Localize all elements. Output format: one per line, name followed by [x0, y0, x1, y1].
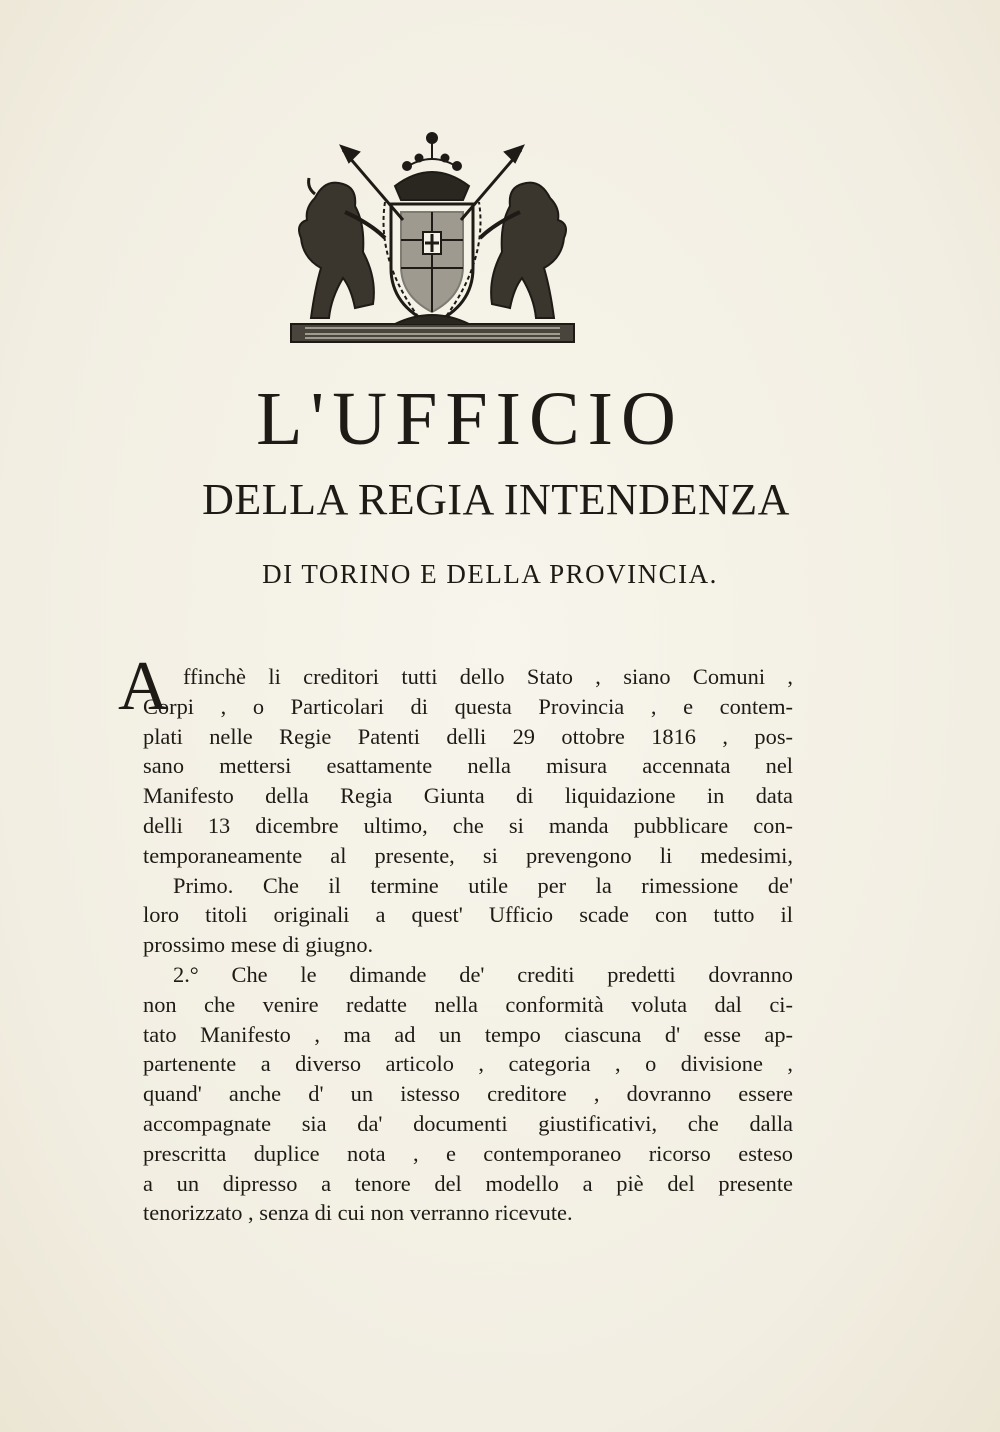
- body-line: Manifesto della Regia Giunta di liquidazione in data: [143, 783, 793, 809]
- body-line: quand' anche d' un istesso creditore , dovranno essere: [143, 1081, 793, 1107]
- body-line: sano mettersi esattamente nella misura accennata nel: [143, 753, 793, 779]
- page-subtitle-location: DI TORINO E DELLA PROVINCIA.: [262, 559, 718, 589]
- body-line: temporaneamente al presente, si prevengono li medesimi,: [143, 842, 793, 868]
- royal-coat-of-arms-icon: [285, 128, 580, 348]
- body-line: plati nelle Regie Patenti delli 29 ottobre 1816 , pos-: [143, 723, 793, 749]
- body-line: prossimo mese di giugno.: [143, 932, 374, 958]
- page-subtitle: DELLA REGIA INTENDENZA: [202, 475, 790, 524]
- body-line: 2.° Che le dimande de' crediti predetti dovranno: [173, 961, 793, 987]
- body-line: partenente a diverso articolo , categoria , o divisione ,: [143, 1051, 793, 1077]
- body-line: tenorizzato , senza di cui non verranno ricevute.: [143, 1200, 573, 1226]
- body-line: accompagnate sia da' documenti giustificativi, che dalla: [143, 1110, 793, 1136]
- body-line: prescritta duplice nota , e contemporaneo ricorso esteso: [143, 1140, 793, 1166]
- body-line: Corpi , o Particolari di questa Provincia , e contem-: [143, 693, 793, 719]
- body-line: tato Manifesto , ma ad un tempo ciascuna d' esse ap-: [143, 1021, 793, 1047]
- body-line: a un dipresso a tenore del modello a piè del presente: [143, 1170, 793, 1196]
- page-title: L'UFFICIO: [256, 377, 684, 461]
- body-line: loro titoli originali a quest' Ufficio scade con tutto il: [143, 902, 793, 928]
- drop-cap: A: [118, 648, 169, 725]
- body-line: delli 13 dicembre ultimo, che si manda pubblicare con-: [143, 812, 793, 838]
- body-text: [143, 662, 793, 1228]
- body-line: non che venire redatte nella conformità voluta dal ci-: [143, 991, 793, 1017]
- body-line: ffinchè li creditori tutti dello Stato , siano Comuni ,: [183, 664, 793, 689]
- body-line: Primo. Che il termine utile per la rimessione de': [173, 872, 793, 898]
